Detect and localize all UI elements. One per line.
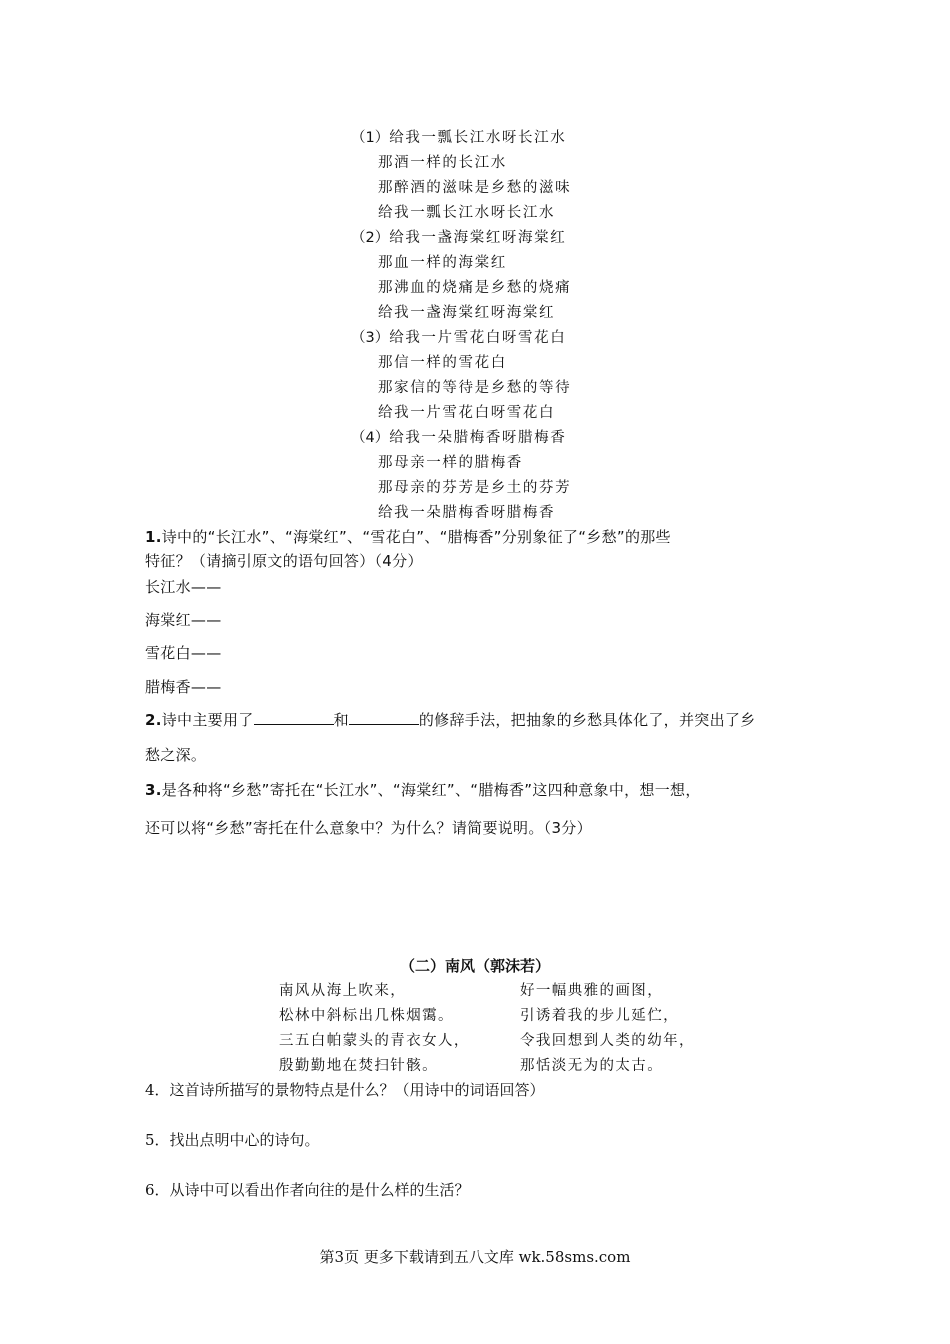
poem-line: 给我一瓢长江水呀长江水 [378, 205, 556, 221]
answer-label: 长江水—— [145, 578, 222, 596]
poem-line: （1）给我一瓢长江水呀长江水 [351, 130, 567, 146]
poem-line: 那沸血的烧痛是乡愁的烧痛 [378, 280, 572, 296]
answer-label: 海棠红—— [145, 611, 222, 629]
question-4: 4．这首诗所描写的景物特点是什么？（用诗中的词语回答） [145, 1081, 545, 1099]
poem-line: 那信一样的雪花白 [378, 355, 507, 371]
answer-label: 雪花白—— [145, 644, 222, 662]
stanza-number: （4） [351, 430, 390, 446]
poem-line: 令我回想到人类的幼年， [520, 1033, 695, 1049]
question-2-line-1: 2.诗中主要用了 和 的修辞手法，把抽象的乡愁具体化了，并突出了乡 [145, 711, 756, 729]
poem-line: （3）给我一片雪花白呀雪花白 [351, 330, 567, 346]
poem-line: 那家信的等待是乡愁的等待 [378, 380, 572, 396]
question-1-line-2: 特征？（请摘引原文的语句回答）（4分） [145, 552, 423, 570]
answer-label: 腊梅香—— [145, 678, 222, 696]
poem-line: 那母亲一样的腊梅香 [378, 455, 523, 471]
poem-line: 那醉酒的滋味是乡愁的滋味 [378, 180, 572, 196]
question-number: 2. [145, 711, 162, 729]
poem-line: 给我一盏海棠红呀海棠红 [378, 305, 556, 321]
poem-line: 好一幅典雅的画图， [520, 983, 664, 999]
poem-line: 殷勤勤地在焚扫针骸。 [279, 1058, 438, 1074]
poem-line: 那酒一样的长江水 [378, 155, 507, 171]
poem-line: 那母亲的芬芳是乡土的芬芳 [378, 480, 572, 496]
question-3-line-1: 3.是各种将“乡愁”寄托在“长江水”、“海棠红”、“腊梅香”这四种意象中，想一想， [145, 781, 701, 799]
question-3-line-2: 还可以将“乡愁”寄托在什么意象中？为什么？请简要说明。（3分） [145, 819, 592, 837]
question-6: 6．从诗中可以看出作者向往的是什么样的生活？ [145, 1181, 470, 1199]
section-2-title: （二）南风（郭沫若） [399, 957, 550, 975]
poem-line: 引诱着我的步儿延伫， [520, 1008, 679, 1024]
poem-line: 那恬淡无为的太古。 [520, 1058, 664, 1074]
poem-line: 给我一朵腊梅香呀腊梅香 [378, 505, 556, 521]
poem-line: 三五白帕蒙头的青衣女人， [279, 1033, 470, 1049]
question-2-line-2: 愁之深。 [145, 746, 207, 764]
poem-line: 那血一样的海棠红 [378, 255, 507, 271]
poem-line: （4）给我一朵腊梅香呀腊梅香 [351, 430, 567, 446]
poem-line: 给我一片雪花白呀雪花白 [378, 405, 556, 421]
question-number: 1. [145, 528, 162, 546]
question-number: 3. [145, 781, 162, 799]
stanza-number: （2） [351, 230, 390, 246]
fill-blank-1[interactable] [254, 710, 334, 725]
poem-line: （2）给我一盏海棠红呀海棠红 [351, 230, 567, 246]
poem-line: 南风从海上吹来， [279, 983, 407, 999]
stanza-number: （3） [351, 330, 390, 346]
stanza-number: （1） [351, 130, 390, 146]
fill-blank-2[interactable] [349, 710, 419, 725]
page-footer: 第3页 更多下载请到五八文库 wk.58sms.com [319, 1248, 631, 1266]
question-5: 5．找出点明中心的诗句。 [145, 1131, 320, 1149]
poem-line: 松林中斜标出几株烟霭。 [279, 1008, 454, 1024]
question-1-line-1: 1.诗中的“长江水”、“海棠红”、“雪花白”、“腊梅香”分别象征了“乡愁”的那些 [145, 528, 671, 546]
